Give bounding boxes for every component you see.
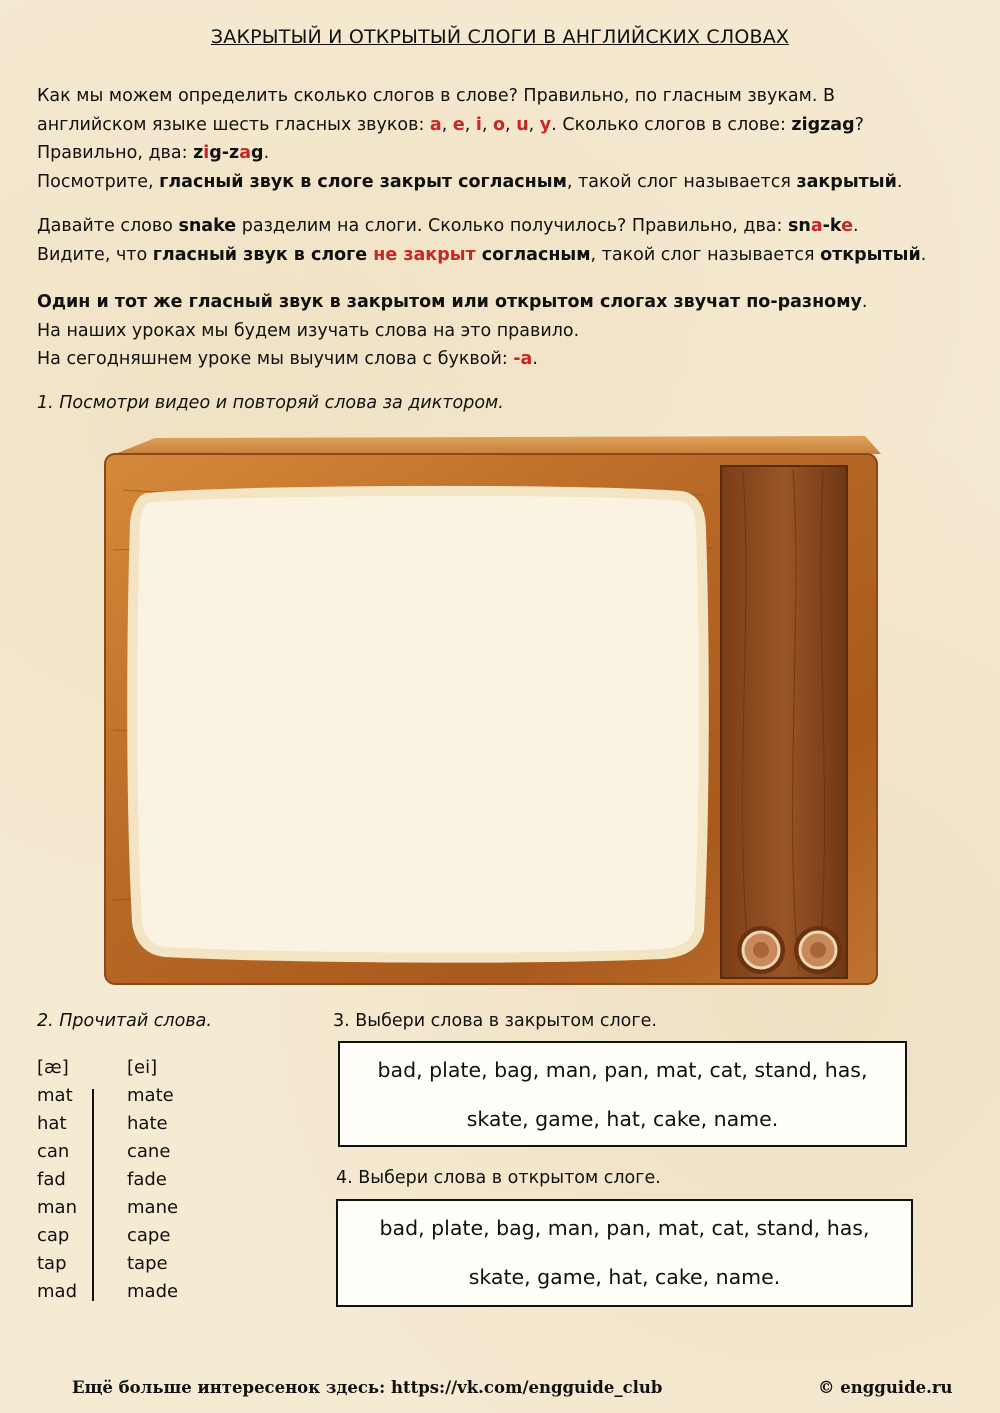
tv-knob-left: [737, 926, 785, 974]
word-box-line: bad, plate, bag, man, pan, mat, cat, stand, has,: [377, 1058, 868, 1082]
task-1-heading: 1. Посмотри видео и повторяй слова за диктором.: [37, 393, 504, 413]
phonetic-header-ae: [æ]: [37, 1057, 69, 1078]
list-item: mate: [127, 1085, 174, 1106]
word-box-line: skate, game, hat, cake, name.: [466, 1107, 779, 1131]
word-box-line: bad, plate, bag, man, pan, mat, cat, stand, has,: [379, 1216, 870, 1240]
list-item: can: [37, 1141, 70, 1162]
open-syllable-column: [127, 1054, 178, 1306]
footer-copyright: © engguide.ru: [818, 1378, 953, 1397]
closed-syllable-word-box: [338, 1041, 907, 1147]
snake-paragraph: Давайте слово snake разделим на слоги. Сколько получилось? Правильно, два: sna-ke. Видите, что гласный звук в слоге не закрыт согласным, такой слог называется открытый.: [37, 216, 927, 265]
tv-screen: [132, 491, 704, 958]
list-item: cane: [127, 1141, 171, 1162]
closed-syllable-column: [37, 1054, 77, 1306]
list-item: tap: [37, 1253, 67, 1274]
rule-paragraph: Один и тот же гласный звук в закрытом или открытом слогах звучат по-разному. На наших уроках мы будем изучать слова на это правило. На сегодняшнем уроке мы выучим слова с буквой: -a.: [37, 292, 868, 369]
list-item: made: [127, 1281, 179, 1302]
list-item: cap: [37, 1225, 70, 1246]
tv-knob-right: [794, 926, 842, 974]
list-item: tape: [127, 1253, 168, 1274]
word-box-line: skate, game, hat, cake, name.: [468, 1265, 781, 1289]
open-syllable-word-box: [336, 1199, 913, 1307]
list-item: hat: [37, 1113, 67, 1134]
list-item: mad: [37, 1281, 77, 1302]
tv-illustration: [103, 430, 885, 986]
list-item: cape: [127, 1225, 171, 1246]
column-divider: [92, 1089, 94, 1301]
task-3-heading: 3. Выбери слова в закрытом слоге.: [333, 1011, 657, 1031]
footer-link[interactable]: Ещё больше интересенок здесь: https://vk.com/engguide_club: [72, 1378, 663, 1397]
task-2-heading: 2. Прочитай слова.: [37, 1011, 212, 1031]
task-4-heading: 4. Выбери слова в открытом слоге.: [336, 1168, 661, 1188]
list-item: man: [37, 1197, 77, 1218]
list-item: fade: [127, 1169, 167, 1190]
phonetic-header-ei: [ei]: [127, 1057, 158, 1078]
tv-control-panel: [721, 466, 847, 978]
list-item: hate: [127, 1113, 168, 1134]
list-item: mane: [127, 1197, 179, 1218]
intro-paragraph: Как мы можем определить сколько слогов в слове? Правильно, по гласным звукам. В английском языке шесть гласных звуков: a, e, i, o, u, y. Сколько слогов в слове: zigzag? Правильно, два: zig-zag. Посмотрите, гласный звук в слоге закрыт согласным, такой слог называется закрытый.: [37, 86, 903, 192]
page-title: ЗАКРЫТЫЙ И ОТКРЫТЫЙ СЛОГИ В АНГЛИЙСКИХ СЛОВАХ: [210, 26, 790, 48]
list-item: mat: [37, 1085, 73, 1106]
list-item: fad: [37, 1169, 66, 1190]
